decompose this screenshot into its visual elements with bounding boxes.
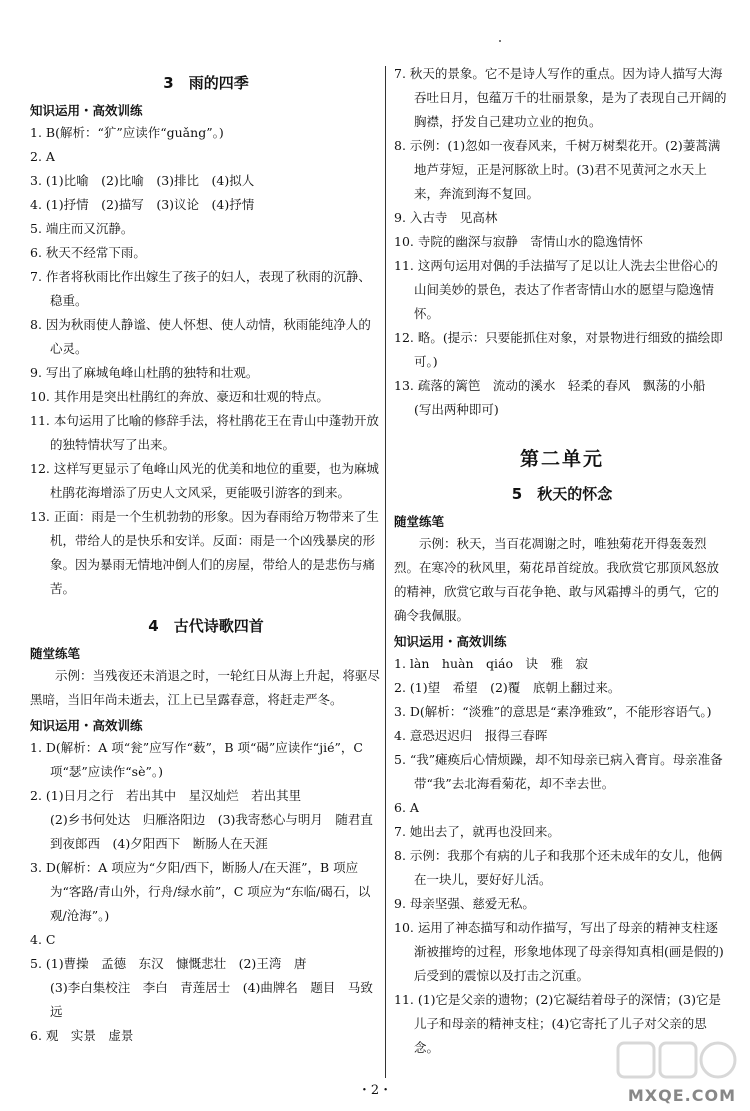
answer-item: 8. 示例：(1)忽如一夜春风来，千树万树梨花开。(2)萋蒿满地芦芽短，正是河豚欲上时。(3)君不见黄河之水天上来，奔流到海不复回。: [394, 138, 721, 201]
answer-item: 5. 端庄而又沉静。: [30, 221, 134, 236]
answer-item: 1. làn huàn qiáo 诀 雅 寂: [394, 656, 588, 671]
scan-dot: [499, 40, 501, 42]
answer-item: 12. 这样写更显示了龟峰山风光的优美和地位的重要，也为麻城杜鹃花海增添了历史人文风采，更能吸引游客的到来。: [30, 461, 379, 500]
answer-item: 6. A: [394, 800, 419, 815]
answer-item: 12. 略。(提示：只要能抓住对象，对景物进行细致的描绘即可。): [394, 330, 723, 369]
answer-item: 4. (1)抒情 (2)描写 (3)议论 (4)抒情: [30, 197, 255, 212]
answer-item: 3. D(解析：A 项应为“夕阳/西下，断肠人/在天涯”，B 项应为“客路/青山外，行舟/绿水前”，C 项应为“东临/碣石，以观/沧海”。): [30, 860, 371, 923]
answer-item: 10. 寺院的幽深与寂静 寄情山水的隐逸情怀: [394, 234, 643, 249]
section-5-practice-text: 示例：秋天，当百花凋谢之时，唯独菊花开得轰轰烈烈。在寒冷的秋风里，菊花昂首绽放。我欣赏它那顶风怒放的精神，欣赏它敢与百花争艳、敢与风霜搏斗的勇气，它的确令我佩服。: [394, 536, 720, 623]
answer-item: 10. 其作用是突出杜鹃红的奔放、豪迈和壮观的特点。: [30, 389, 329, 404]
left-column: [30, 62, 382, 1048]
answer-item: 7. 她出去了，就再也没回来。: [394, 824, 560, 839]
column-divider: [385, 66, 386, 1078]
answer-item: 7. 秋天的景象。它不是诗人写作的重点。因为诗人描写大海吞吐日月，包蕴万千的壮丽景象，是为了表现自己开阔的胸襟，抒发自己建功立业的抱负。: [394, 66, 727, 129]
answer-item: 13. 正面：雨是一个生机勃勃的形象。因为春雨给万物带来了生机，带给人的是快乐和安详。反面：雨是一个凶残暴戾的形象。因为暴雨无情地冲倒人们的房屋，带给人的是悲伤与痛苦。: [30, 509, 379, 596]
answer-item: 10. 运用了神态描写和动作描写，写出了母亲的精神支柱逐渐被摧垮的过程，形象地体现了母亲得知真相(画是假的)后受到的震惊以及打击之沉重。: [394, 920, 724, 983]
section-5-practice-heading: 随堂练笔: [394, 514, 445, 529]
answer-item: 9. 写出了麻城龟峰山杜鹃的独特和壮观。: [30, 365, 259, 380]
answer-item: 13. 疏落的篱笆 流动的溪水 轻柔的春风 飘荡的小船 (写出两种即可): [394, 378, 718, 417]
answer-item: 3. (1)比喻 (2)比喻 (3)排比 (4)拟人: [30, 173, 255, 188]
answer-item: 11. (1)它是父亲的遗物；(2)它凝结着母子的深情；(3)它是儿子和母亲的精神支柱；(4)它寄托了儿子对父亲的思念。: [394, 992, 721, 1055]
answer-item: 2. (1)日月之行 若出其中 星汉灿烂 若出其里 (2)乡书何处达 归雁洛阳边 (3)我寄愁心与明月 随君直到夜郎西 (4)夕阳西下 断肠人在天涯: [30, 788, 373, 851]
right-column: [394, 62, 730, 1060]
answer-item: 11. 本句运用了比喻的修辞手法，将杜鹃花王在青山中蓬勃开放的独特情状写了出来。: [30, 413, 379, 452]
answer-item: 5. (1)曹操 孟德 东汉 慷慨悲壮 (2)王湾 唐 (3)李白集校注 李白 青莲居士 (4)曲牌名 题目 马致远: [30, 956, 373, 1019]
answer-item: 2. A: [30, 149, 55, 164]
answer-item: 7. 作者将秋雨比作出嫁生了孩子的妇人，表现了秋雨的沉静、稳重。: [30, 269, 371, 308]
section-5-subheading: 知识运用・高效训练: [394, 634, 507, 649]
answer-item: 2. (1)望 希望 (2)覆 底朝上翻过来。: [394, 680, 621, 695]
answer-item: 9. 入古寺 见高林: [394, 210, 498, 225]
answer-item: 8. 因为秋雨使人静谧、使人怀想、使人动情，秋雨能纯净人的心灵。: [30, 317, 371, 356]
section-4-title: 4 古代诗歌四首: [148, 617, 264, 635]
answer-item: 1. B(解析：“犷”应读作“guǎng”。): [30, 125, 224, 140]
answer-item: 1. D(解析：A 项“瓮”应写作“薮”，B 项“碣”应读作“jié”，C 项“瑟”应读作“sè”。): [30, 740, 367, 779]
answer-item: 6. 秋天不经常下雨。: [30, 245, 146, 260]
section-4-practice-text: 示例：当残夜还未消退之时，一轮红日从海上升起，将驱尽黑暗，当旧年尚未逝去，江上已呈露春意，将赶走严冬。: [30, 668, 381, 707]
section-4-subheading: 知识运用・高效训练: [30, 718, 143, 733]
watermark-text: MXQE.COM: [627, 1086, 736, 1105]
section-3-title: 3 雨的四季: [163, 74, 249, 92]
answer-item: 4. C: [30, 932, 56, 947]
answer-item: 3. D(解析：“淡雅”的意思是“素净雅致”，不能形容语气。): [394, 704, 712, 719]
page-number: ・2・: [357, 1083, 393, 1098]
unit-title: 第二单元: [519, 448, 604, 470]
section-4-practice-heading: 随堂练笔: [30, 646, 81, 661]
answer-item: 11. 这两句运用对偶的手法描写了足以让人洗去尘世俗心的山间美妙的景色，表达了作者寄情山水的愿望与隐逸情怀。: [394, 258, 718, 321]
section-3-subheading: 知识运用・高效训练: [30, 103, 143, 118]
section-5-title: 5 秋天的怀念: [511, 485, 613, 503]
answer-item: 5. “我”瘫痪后心情烦躁，却不知母亲已病入膏肓。母亲准备带“我”去北海看菊花，却不幸去世。: [394, 752, 723, 791]
answer-item: 9. 母亲坚强、慈爱无私。: [394, 896, 535, 911]
answer-item: 6. 观 实景 虚景: [30, 1028, 134, 1043]
answer-item: 8. 示例：我那个有病的儿子和我那个还未成年的女儿，他俩在一块儿，要好好儿活。: [394, 848, 723, 887]
answer-item: 4. 意恐迟迟归 报得三春晖: [394, 728, 548, 743]
